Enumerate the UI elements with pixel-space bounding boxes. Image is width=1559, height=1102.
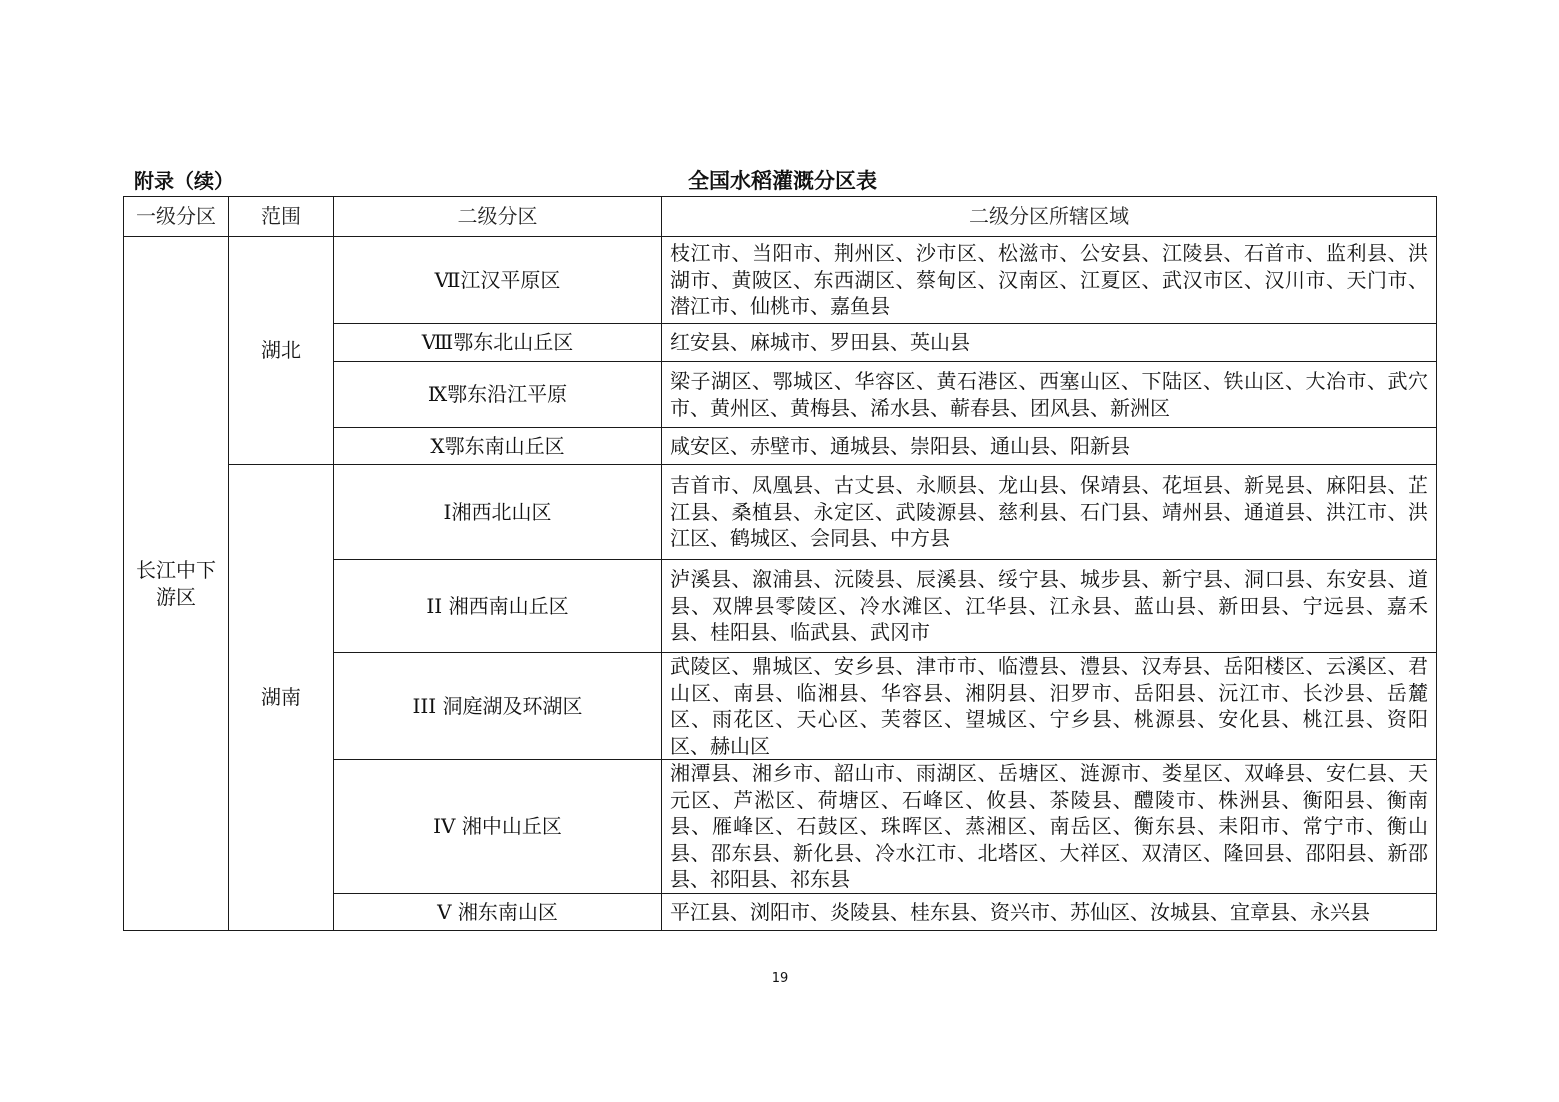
zone-name: Ⅹ鄂东南山丘区 (334, 428, 662, 465)
zone-areas: 泸溪县、溆浦县、沅陵县、辰溪县、绥宁县、城步县、新宁县、洞口县、东安县、道县、双牌县零陵区、冷水滩区、江华县、江永县、蓝山县、新田县、宁远县、嘉禾县、桂阳县、临武县、武冈市 (662, 560, 1437, 653)
header-areas: 二级分区所辖区域 (662, 197, 1437, 237)
zone-areas: 吉首市、凤凰县、古丈县、永顺县、龙山县、保靖县、花垣县、新晃县、麻阳县、芷江县、桑植县、永定区、武陵源县、慈利县、石门县、靖州县、通道县、洪江市、洪江区、鹤城区、会同县、中方县 (662, 465, 1437, 560)
header-row (124, 197, 1437, 237)
zone-areas: 红安县、麻城市、罗田县、英山县 (662, 324, 1437, 362)
header-level1: 一级分区 (124, 197, 229, 237)
zone-areas: 梁子湖区、鄂城区、华容区、黄石港区、西塞山区、下陆区、铁山区、大冶市、武穴市、黄州区、黄梅县、浠水县、蕲春县、团风县、新洲区 (662, 362, 1437, 428)
zone-name: IV 湘中山丘区 (334, 760, 662, 894)
zone-areas: 咸安区、赤壁市、通城县、崇阳县、通山县、阳新县 (662, 428, 1437, 465)
page-number: 19 (771, 971, 789, 986)
header-scope: 范围 (229, 197, 334, 237)
province-cell-hubei: 湖北 (229, 237, 334, 465)
zone-name: V 湘东南山区 (334, 894, 662, 931)
province-cell-hunan: 湖南 (229, 465, 334, 931)
zone-name: III 洞庭湖及环湖区 (334, 653, 662, 760)
appendix-prefix: 附录（续） (134, 169, 234, 193)
zone-name: Ⅷ鄂东北山丘区 (334, 324, 662, 362)
header-level2: 二级分区 (334, 197, 662, 237)
table-row (124, 465, 1437, 560)
zoning-table (123, 196, 1437, 931)
zone-areas: 湘潭县、湘乡市、韶山市、雨湖区、岳塘区、涟源市、娄星区、双峰县、安仁县、天元区、芦淞区、荷塘区、石峰区、攸县、茶陵县、醴陵市、株洲县、衡阳县、衡南县、雁峰区、石鼓区、珠晖区、蒸湘区、南岳区、衡东县、耒阳市、常宁市、衡山县、邵东县、新化县、冷水江市、北塔区、大祥区、双清区、隆回县、邵阳县、新邵县、祁阳县、祁东县 (662, 760, 1437, 894)
zone-areas: 平江县、浏阳市、炎陵县、桂东县、资兴市、苏仙区、汝城县、宜章县、永兴县 (662, 894, 1437, 931)
page-title: 全国水稻灌溉分区表 (688, 169, 877, 193)
level1-zone-cell: 长江中下游区 (124, 237, 229, 931)
zone-name: Ⅶ江汉平原区 (334, 237, 662, 324)
zone-name: II 湘西南山丘区 (334, 560, 662, 653)
zone-name: Ⅰ湘西北山区 (334, 465, 662, 560)
zone-name: Ⅸ鄂东沿江平原 (334, 362, 662, 428)
zone-areas: 武陵区、鼎城区、安乡县、津市市、临澧县、澧县、汉寿县、岳阳楼区、云溪区、君山区、南县、临湘县、华容县、湘阴县、汨罗市、岳阳县、沅江市、长沙县、岳麓区、雨花区、天心区、芙蓉区、望城区、宁乡县、桃源县、安化县、桃江县、资阳区、赫山区 (662, 653, 1437, 760)
zone-areas: 枝江市、当阳市、荆州区、沙市区、松滋市、公安县、江陵县、石首市、监利县、洪湖市、黄陂区、东西湖区、蔡甸区、汉南区、江夏区、武汉市区、汉川市、天门市、潜江市、仙桃市、嘉鱼县 (662, 237, 1437, 324)
table-row (124, 237, 1437, 324)
